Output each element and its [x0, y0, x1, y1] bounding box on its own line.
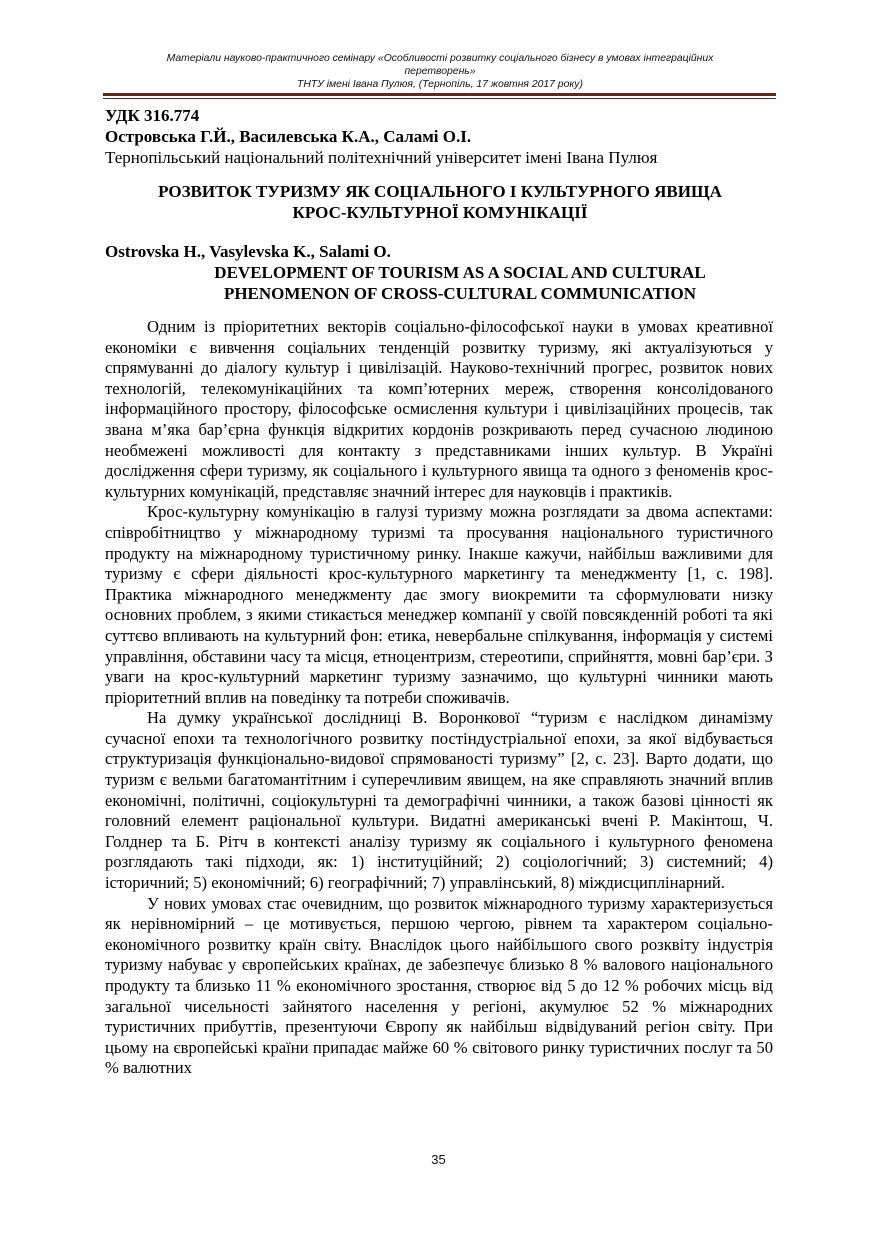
title-ukrainian — [140, 181, 740, 223]
running-head-line: Матеріали науково-практичного семінару «Особливості розвитку соціального бізнесу в умовах інтеграційних — [166, 53, 714, 64]
body-paragraph: На думку української дослідниці В. Воронкової “туризм є наслідком динамізму сучасної епохи та технологічного розвитку постіндустріальної епохи, за якої відбувається структуризація функціонально-видової спрямованості туризму” [2, с. 23]. Варто додати, що туризм є вельми багатомантітним і суперечливим явищем, на яке справляють значний вплив економічні, політичні, соціокультурні та демографічні чинники, а також базові цінності як головний елемент раціональної культури. Видатні американські вчені Р. Макінтош, Ч. Голднер та Б. Рітч в контексті аналізу туризму як соціального і культурного феномена розглядають такі підходи, як: 1) інституційний; 2) соціологічний; 3) системний; 4) історичний; 5) економічний; 6) географічний; 7) управлінський, 8) міждисциплінарний. — [105, 708, 773, 893]
article-body — [105, 317, 773, 1079]
header-rule-thin — [103, 98, 776, 99]
udk-code: УДК 316.774 — [105, 106, 200, 125]
title-line: РОЗВИТОК ТУРИЗМУ ЯК СОЦІАЛЬНОГО І КУЛЬТУРНОГО ЯВИЩА — [158, 182, 722, 201]
title-line: PHENOMENON OF CROSS-CULTURAL COMMUNICATION — [223, 284, 697, 303]
authors-ukrainian: Островська Г.Й., Василевська К.А., Саламі О.І. — [105, 127, 472, 146]
running-head — [122, 52, 758, 91]
title-line: DEVELOPMENT OF TOURISM AS A SOCIAL AND CULTURAL — [214, 263, 706, 282]
body-paragraph: Крос-культурну комунікацію в галузі туризму можна розглядати за двома аспектами: співробітництво у міжнародному туризмі та просування національного туристичного продукту на міжнародному туристичному ринку. Інакше кажучи, найбільш важливими для туризму є сфери діяльності крос-культурного маркетингу та менеджменту [1, с. 198]. Практика міжнародного менеджменту дає змогу виокремити та сформулювати низку основних проблем, з якими стикається менеджер компанії у своїй повсякденній роботі та які суттєво впливають на культурний фон: етика, невербальне спілкування, інформація у системі управління, обставини часу та місця, етноцентризм, стереотипи, сприйняття, мовні бар’єри. З уваги на крос-культурний маркетинг туризму зазначимо, що культурні чинники мають пріоритетний вплив на поведінку та потреби споживачів. — [105, 502, 773, 707]
body-paragraph: У нових умовах стає очевидним, що розвиток міжнародного туризму характеризується як нерівномірний – це мотивується, першою чергою, рівнем та характером соціально-економічного розвитку країн світу. Внаслідок цього найбільшого свого розквіту індустрія туризму набуває у європейських країнах, де забезпечує близько 8 % валового національного продукту та близько 11 % економічного зростання, створює від 5 до 12 % робочих місць від загальної чисельності зайнятого населення у регіоні, акумулює 52 % міжнародних туристичних прибуттів, презентуючи Європу як найбільш відвідуваний регіон світу. При цьому на європейські країни припадає майже 60 % світового ринку туристичних послуг та 50 % валютних — [105, 893, 773, 1078]
title-line: КРОС-КУЛЬТУРНОЇ КОМУНІКАЦІЇ — [292, 203, 588, 222]
page-number: 35 — [431, 1152, 446, 1167]
affiliation: Тернопільський національний політехнічний університет імені Івана Пулюя — [105, 148, 658, 167]
body-paragraph: Одним із пріоритетних векторів соціально-філософської науки в умовах креативної економіки є вивчення соціальних тенденцій розвитку туризму, які актуалізуються у спрямуванні до діалогу культур і цивілізацій. Науково-технічний прогрес, розвиток нових технологій, телекомунікаційних та комп’ютерних мереж, створення консолідованого інформаційного простору, філософське осмислення культури і цивілізаційних процесів, так звана м’яка бар’єрна функція відкритих кордонів розкривають перед сучасною людиною необмежені можливості для контакту з представниками інших культур. В Україні дослідження сфери туризму, як соціального і культурного явища та одного з феноменів крос-культурних комунікацій, представляє значний інтерес для науковців і практиків. — [105, 317, 773, 501]
running-head-line: ТНТУ імені Івана Пулюя, (Тернопіль, 17 жовтня 2017 року) — [297, 79, 583, 90]
header-rule-thick — [103, 93, 776, 96]
running-head-line: перетворень» — [404, 66, 476, 77]
authors-english: Ostrovska H., Vasylevska K., Salami O. — [105, 242, 391, 261]
title-english — [160, 262, 760, 304]
